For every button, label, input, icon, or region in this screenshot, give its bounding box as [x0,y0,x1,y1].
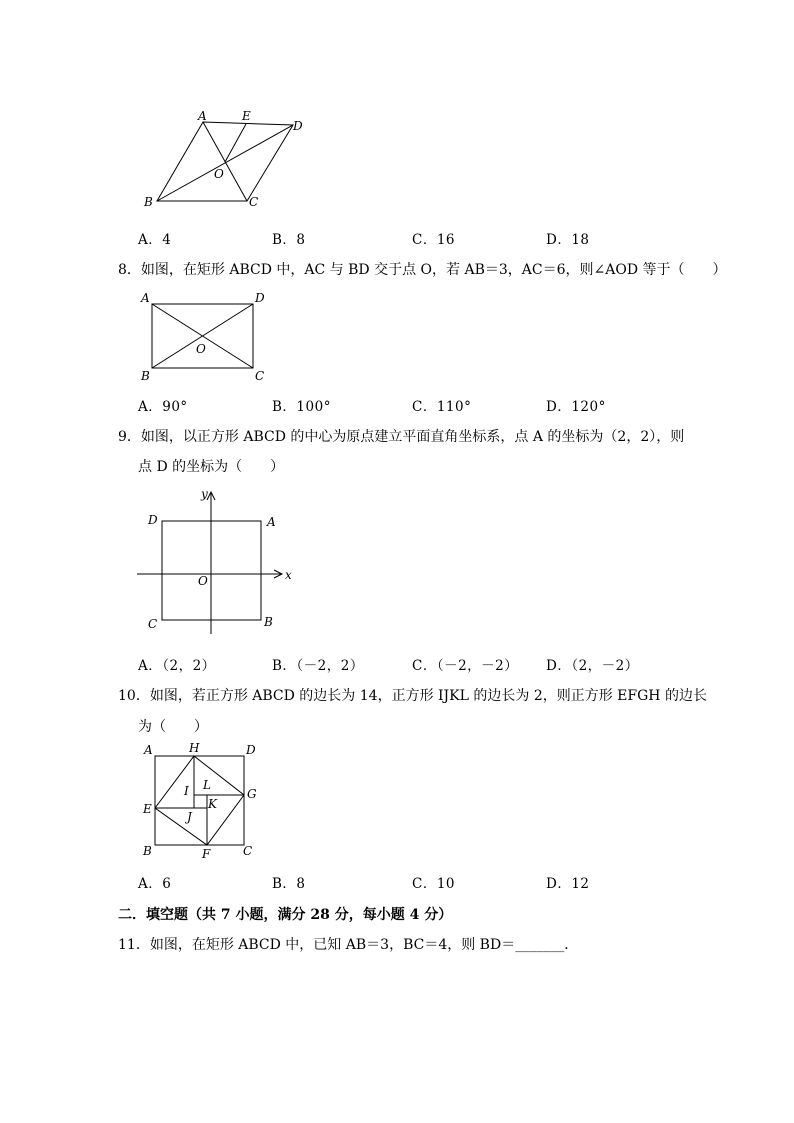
q8-choice-c: C．110° [412,399,472,415]
q9-label-o: O [198,574,208,588]
q10-question-line2: 为（ ） [138,719,208,735]
q8-label-c: C [255,369,265,383]
q10-label-a: A [144,743,153,757]
q8-label-b: B [141,369,150,383]
q9-question-line2: 点 D 的坐标为（ ） [138,459,285,475]
q10-square-abcd [155,756,244,845]
q7-label-o: O [214,167,224,181]
q10-label-l: L [203,778,211,792]
q7-choice-d: D．18 [546,232,590,248]
q7-label-d: D [293,119,303,133]
q9-choice-a: A．（2，2） [138,658,216,674]
q10-label-i: I [184,784,189,798]
q8-choice-d: D．120° [546,399,606,415]
q9-question-line1: 9．如图，以正方形 ABCD 的中心为原点建立平面直角坐标系，点 A 的坐标为（2，2），则 [118,429,685,445]
q10-label-j: J [187,810,192,824]
q9-choice-c: C．（－2，－2） [412,658,519,674]
q9-choice-d: D．（2，－2） [546,658,639,674]
q9-label-x: x [285,568,292,582]
q8-question-text: 8．如图，在矩形 ABCD 中，AC 与 BD 交于点 O，若 AB＝3，AC＝6，则∠AOD 等于（ ） [118,262,727,278]
q7-label-b: B [144,195,153,209]
q9-label-a: A [267,515,276,529]
q9-label-c: C [148,617,158,631]
q7-label-a: A [198,109,207,123]
q10-choice-b: B．8 [272,876,306,892]
q10-label-d: D [246,743,256,757]
q8-label-a: A [141,291,150,305]
q8-choice-b: B．100° [272,399,331,415]
q10-label-k: K [208,797,217,811]
q10-square-efgh [155,756,244,845]
q10-label-e: E [143,802,152,816]
q10-question-line1: 10．如图，若正方形 ABCD 的边长为 14，正方形 IJKL 的边长为 2，则正方形 EFGH 的边长 [118,688,707,704]
q9-label-y: y [201,487,208,501]
q9-label-b: B [264,615,273,629]
q7-choice-b: B．8 [272,232,306,248]
q10-choice-d: D．12 [546,876,590,892]
q9-label-d: D [148,513,158,527]
section-heading-fill-in: 二．填空题（共 7 小题，满分 28 分，每小题 4 分） [118,907,453,923]
q11-question-text: 11．如图，在矩形 ABCD 中，已知 AB＝3，BC＝4，则 BD＝_______． [118,937,579,953]
q8-label-o: O [196,342,206,356]
q10-choice-c: C．10 [412,876,456,892]
q7-choice-c: C．16 [412,232,456,248]
q10-label-c: C [243,844,253,858]
q10-label-h: H [189,741,200,755]
q10-label-g: G [247,787,257,801]
q10-label-f: F [202,847,211,861]
q10-label-b: B [143,844,152,858]
q7-choice-a: A．4 [138,232,172,248]
q8-label-d: D [255,291,265,305]
q9-choice-b: B．（－2，2） [272,658,364,674]
q7-label-c: C [249,195,259,209]
q10-choice-a: A．6 [138,876,172,892]
q8-choice-a: A．90° [138,399,188,415]
q7-label-e: E [242,109,251,123]
